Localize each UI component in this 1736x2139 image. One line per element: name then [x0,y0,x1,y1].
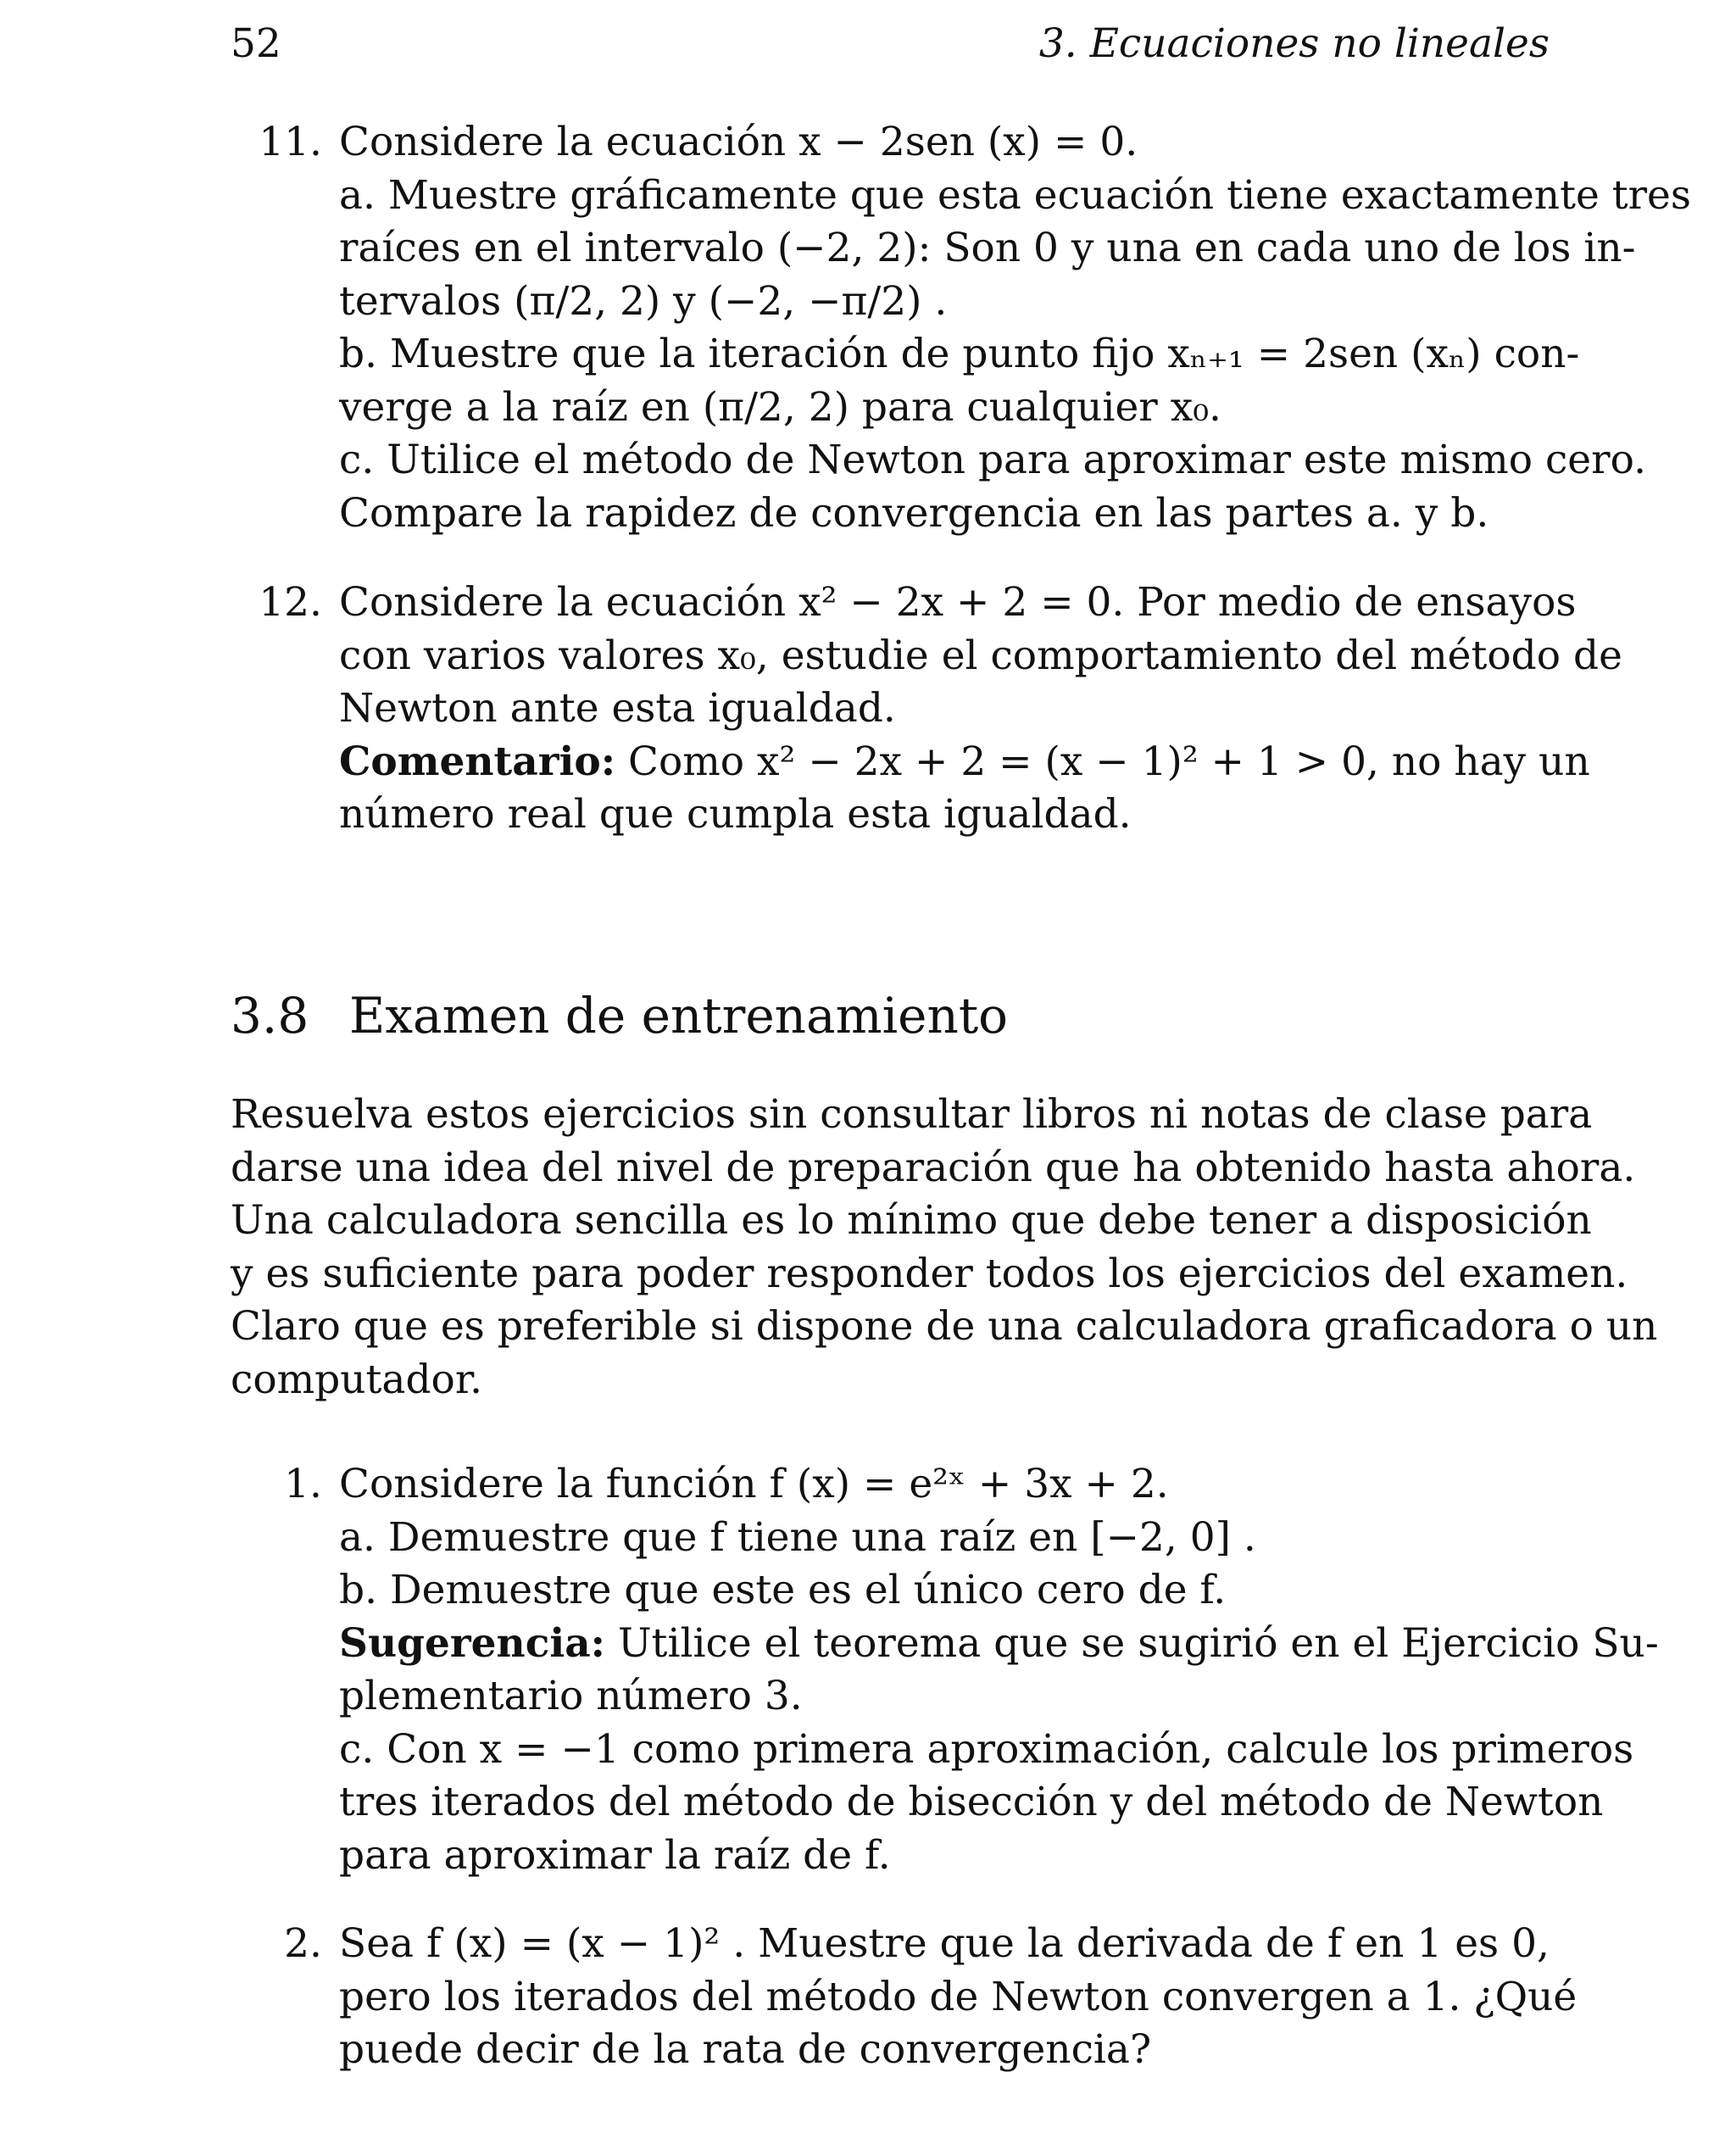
exercise-12 [339,577,1622,842]
exercise-line: tres iterados del método de bisección y del método de Newton [339,1779,1604,1825]
hint-line [339,1618,1659,1671]
exam-exercise-2 [339,1918,1577,2077]
section-title: Examen de entrenamiento [349,987,1009,1044]
comment-line: número real que cumpla esta igualdad. [339,791,1132,838]
paragraph-line: Una calculadora sencilla es lo mínimo que debe tener a disposición [231,1197,1592,1244]
exercise-line: c. Con x = −1 como primera aproximación, calcule los primeros [339,1725,1634,1773]
exercise-line: verge a la raíz en (π/2, 2) para cualquier x₀. [339,383,1221,431]
exercise-11 [339,116,1691,540]
intro-paragraph [231,1089,1658,1407]
exercise-line: tervalos (π/2, 2) y (−2, −π/2) . [339,277,948,325]
exercise-number: 12. [259,579,322,626]
exam-exercise-1 [339,1458,1659,1882]
exercise-line: con varios valores x₀, estudie el comportamiento del método de [339,632,1622,679]
exercise-line: Newton ante esta igualdad. [339,685,896,732]
exercise-line: pero los iterados del método de Newton convergen a 1. ¿Qué [339,1973,1577,2020]
exercise-line: b. Demuestre que este es el único cero de f. [339,1567,1227,1613]
exercise-line: Compare la rapidez de convergencia en las partes a. y b. [339,489,1489,537]
comment-line [339,736,1590,789]
paragraph-line: Claro que es preferible si dispone de una calculadora graficadora o un [231,1303,1658,1350]
comment-label: Comentario: [339,738,616,785]
exercise-line: puede decir de la rata de convergencia? [339,2026,1152,2073]
exercise-line: Considere la función f (x) = e²ˣ + 3x + 2. [339,1461,1169,1507]
comment-text: Como x² − 2x + 2 = (x − 1)² + 1 > 0, no hay un [615,738,1590,785]
exam-exercise-number: 2. [284,1920,322,1967]
exercise-line: raíces en el intervalo (−2, 2): Son 0 y una en cada uno de los in- [339,225,1636,271]
chapter-title: 3. Ecuaciones no lineales [1038,20,1550,67]
section-number: 3.8 [231,987,309,1044]
exercise-line: Sea f (x) = (x − 1)² . Muestre que la derivada de f en 1 es 0, [339,1920,1550,1967]
exam-exercise-number: 1. [284,1461,322,1507]
exercise-line: c. Utilice el método de Newton para aproximar este mismo cero. [339,437,1647,483]
section-heading [231,983,1008,1048]
exercise-line: b. Muestre que la iteración de punto fijo xₙ₊₁ = 2sen (xₙ) con- [339,331,1580,377]
hint-line: plementario número 3. [339,1673,803,1719]
paragraph-line: darse una idea del nivel de preparación que ha obtenido hasta ahora. [231,1144,1636,1191]
exercise-line: a. Demuestre que f tiene una raíz en [−2, 0] . [339,1513,1256,1561]
hint-label: Sugerencia: [339,1619,605,1667]
exercise-line: Considere la ecuación x² − 2x + 2 = 0. Por medio de ensayos [339,579,1577,626]
exercise-line: Considere la ecuación x − 2sen (x) = 0. [339,119,1138,165]
exercise-number: 11. [259,119,322,165]
paragraph-line: Resuelva estos ejercicios sin consultar libros ni notas de clase para [231,1091,1593,1138]
hint-text: Utilice el teorema que se sugirió en el Ejercicio Su- [605,1619,1659,1667]
page-number: 52 [231,20,281,67]
paragraph-line: computador. [231,1356,483,1403]
paragraph-line: y es suficiente para poder responder todos los ejercicios del examen. [231,1250,1628,1297]
exercise-line: para aproximar la raíz de f. [339,1831,891,1879]
exercise-line: a. Muestre gráficamente que esta ecuación tiene exactamente tres [339,171,1691,219]
running-header [231,19,1550,70]
